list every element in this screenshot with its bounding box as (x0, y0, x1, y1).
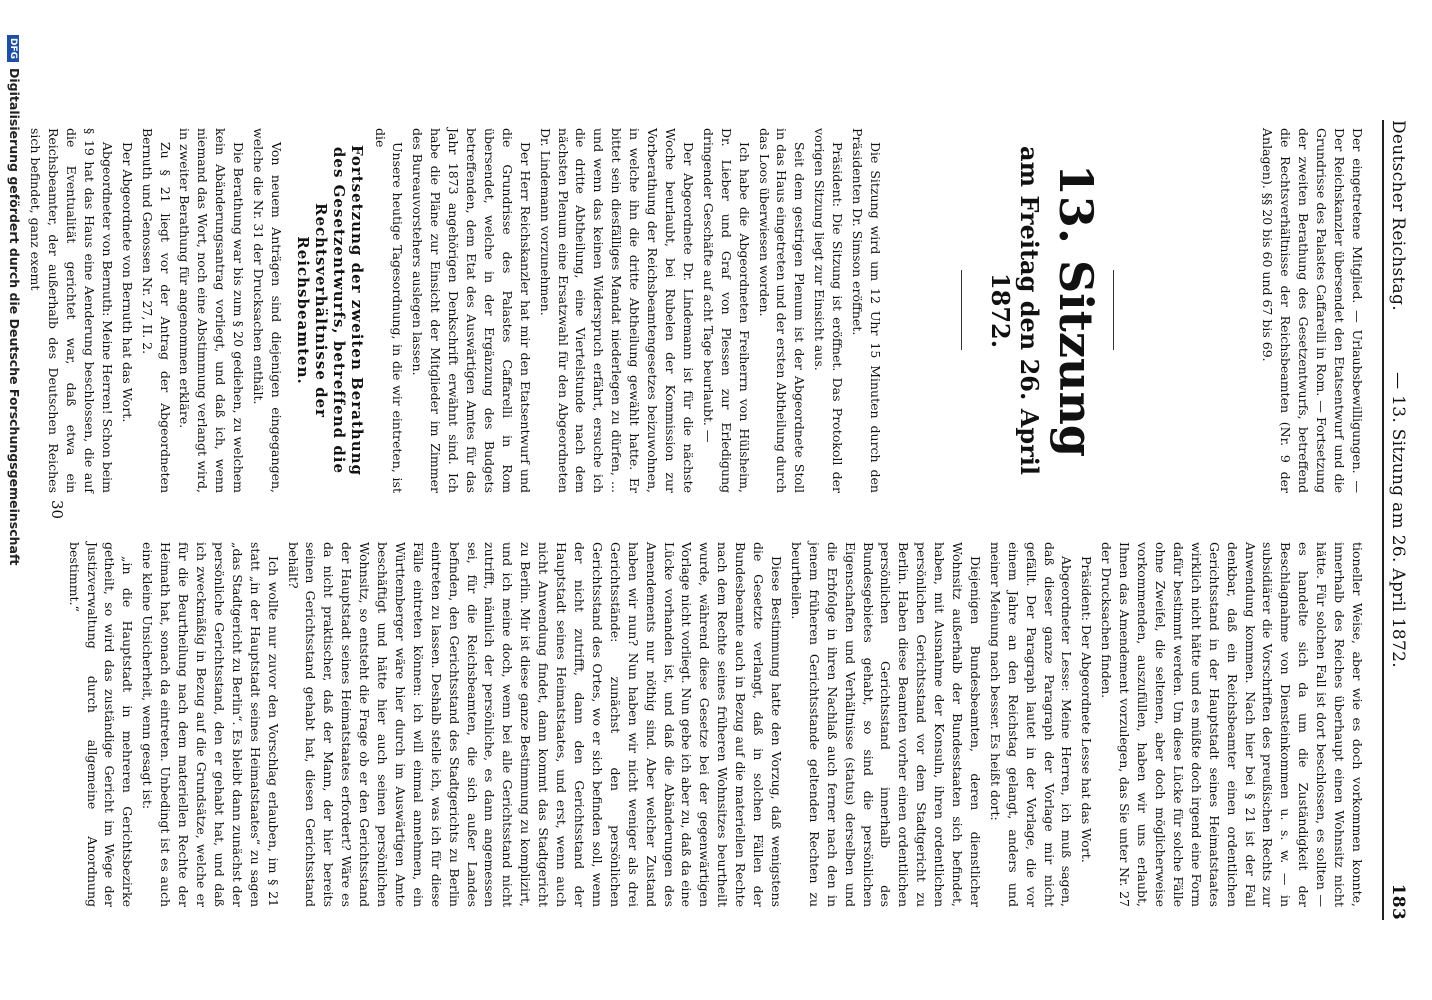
running-head (1382, 120, 1408, 920)
paragraph: Der Abgeordnete von Bernuth hat das Wort. (119, 142, 135, 423)
running-head-session: — 13. Sitzung am 26. April 1872. (1388, 372, 1408, 668)
page-number-bottom: 30 (48, 500, 66, 520)
paragraph: Ich wollte nur zuvor den Vorschlag erlauben, im § 21 statt „in der Hauptstadt seines Heimatstaates“ zu sagen „das Stadtgericht zu Berlin“. Es bleibt dann zunächst der persönliche Gerichtsstand, den er gehabt hat, und daß ich zweckmäßig in Bezug auf die Grundsätze, welche er für die Beurtheilung nach dem materiellen Rechte der Heimath hat, sonach da eintreten. Unbedingt ist es auch eine kleine Unsicherheit, wenn gesagt ist: (140, 542, 281, 907)
dfg-logo: DFG (7, 35, 19, 62)
quoted-paragraph: „in die Hauptstadt in mehreren Gerichtsbezirke getheilt, so wird das zuständige Gericht im Wege der Justizverwaltung durch allgemeine Anordnung bestimmt.“ (66, 542, 136, 907)
divider (961, 270, 962, 350)
quoted-paragraph: Diejenigen Bundesbeamten, deren dienstlicher Wohnsitz außerhalb der Bundesstaaten sich befindet, haben, mit Ausnahme der Konsuln, ihren ordentlichen persönlichen Gerichtsstand vor dem Stadtgericht zu Berlin. Haben diese Beamten vorher einen ordentlichen persönlichen Gerichtsstand innerhalb des Bundesgebietes gehabt, so sind die persönlichen Eigenschaften und Verhältnisse (status) derselben und die Erbfolge in ihren Nachlaß auch ferner nach den in jenem früheren Gerichtsstande geltenden Rechten zu beurtheilen. (788, 542, 983, 907)
column-right (66, 542, 1366, 907)
running-head-title: Deutscher Reichstag. (1388, 120, 1408, 311)
paragraph: Unsere heutige Tagesordnung, in die wir eintreten, ist die (372, 128, 406, 493)
divider (1113, 270, 1114, 350)
summary-text: Der eingetretene Mitglied. — Urlaubsbewilligungen. — Der Reichskanzler übersendet den Etatsentwurf und die Grundrisse des Palastes Caffarelli in Rom. — Fortsetzung der zweiten Berathung des Gesetzentwurfs, betreffend die Rechtsverhältnisse der Reichsbeamten (Nr. 9 der Anlagen). §§ 20 bis 60 und 67 bis 69. (1260, 128, 1365, 493)
paragraph: Von neuem Anträgen sind diejenigen eingegangen, welche die Nr. 31 der Drucksachen enthält. (251, 128, 284, 493)
paragraph: Abgeordneter von Bernuth: Meine Herren! Schon beim § 19 hat das Haus eine Aenderung beschlossen, die auf die Eventualität gerichtet war, daß etwa ein Reichsbeamter, der außerhalb des Deutschen Reiches sich befindet, ganz exemt (28, 128, 115, 494)
session-title (986, 128, 1102, 493)
column-left (28, 128, 884, 494)
paragraph: Diese Bestimmung hatte den Vorzug, daß wenigstens die Gesetzte verlangt, daß in solchen Fällen der Bundesbeamte auch in Bezug auf die materiellen Rechte nach dem Rechte seines früheren Wohnsitzes beurtheilt wurde, während diese Gesetze bei der gegenwärtigen Vorlage nicht vorliegt. Nun gebe ich aber zu, daß da eine Lücke vorhanden ist, und daß die Abänderungen des Amendements nur nöthig sind. Aber welcher Zustand haben wir nun? Nun haben wir nicht weniger als drei Gerichtsstände: zunächst den persönlichen Gerichtsstand des Ortes, wo er sich befinden soll, wenn der nicht zutrifft, dann den Gerichtsstand der Hauptstadt seines Heimatstaates, und erst, wenn auch nicht Anwendung findet, dann kommt das Stadtgericht zu Berlin. Mir ist diese ganze Bestimmung zu komplizirt, und ich meine doch, wenn bei alle Gerichtsstand nicht zutrifft, nämlich der persönliche, es dann angemessen sei, für die Reichsbeamten, die sich außer Landes befinden, den Gerichtsstand des Stadtgerichts zu Berlin eintreten zu lassen. Deshalb stelle ich, was ich für diese Fälle eintreten können: ich will einmal annehmen, ein Württemberger wäre hier durch im Auswärtigen Amte beschäftigt und hätte hier auch seinen persönlichen Wohnsitz, so entsteht die Frage ob er den Gerichtsstand der Hauptstadt seines Heimatstaates erfordert? Wäre es da nicht praktischer, daß der Mann, der hier bereits seinen Gerichtsstand gehabt hat, diesen Gerichtsstand behält? (285, 542, 784, 907)
section-heading: Fortsetzung der zweiten Berathung des Gesetzentwurfs, betreffend die Rechtsverhältnisse der Reichsbeamten. (293, 144, 366, 477)
paragraph: Abgeordneter Lesse: Meine Herren, ich muß sagen, daß dieser ganze Paragraph der Vorlage mir nicht gefällt. Der Paragraph lautet in der Vorlage, die vor einem Jahre an den Reichstag gelangt, anders und meiner Meinung nach besser. Es heißt dort: (987, 542, 1075, 907)
page-number-top: 183 (1388, 883, 1408, 920)
paragraph: Präsident: Die Sitzung ist eröffnet. Das Protokoll der vorigen Sitzung liegt zur Einsicht aus. (812, 128, 846, 493)
paragraph: Die Berathung war bis zum § 20 gediehen, zu welchem kein Abänderungsantrag vorliegt, und daß ich, wenn niemand das Wort, noch eine Abstimmung verlangt wird, in zweiter Berathung für angenommen erkläre. (177, 128, 247, 493)
session-summary (1116, 128, 1366, 493)
digitization-credit (6, 35, 22, 975)
paragraph: Zu § 21 liegt vor der Antrag der Abgeordneten Bernuth und Genossen Nr. 27, II. 2. (139, 128, 173, 493)
paragraph: Ich habe die Abgeordneten Freiherrn von Hülsheim, Dr. Lieber und Graf von Plessen zur Erledigung dringender Geschäfte auf acht Tage beurlaubt. — (700, 128, 752, 493)
paragraph: Die Sitzung wird um 12 Uhr 15 Minuten durch den Präsidenten Dr. Simson eröffnet. (850, 128, 883, 493)
session-number: 13. Sitzung (1049, 163, 1103, 458)
credit-text: Digitalisierung gefördert durch die Deutsche Forschungsgemeinschaft (7, 68, 22, 566)
paragraph: tioneller Weise, aber wie es doch vorkommen konnte, innerhalb des Reiches überhaupt einen Wohnsitz nicht hätte. Für solchen Fall ist dort beschlossen, es sollten — es handelte sich da um die Zuständigkeit der Beschlagnahme von Diensteinkommen u. s. w. — in subsidiärer die Vorschriften des preußischen Rechts zur Anwendung kommen. Nach hier bei § 21 ist der Fall denkbar, daß ein Reichsbeamter einen ordentlichen Gerichtsstand in der Hauptstadt seines Heimatstaates wirklich nicht hätte und es müßte doch irgend eine Form dafür bestimmt werden. Um diese Lücke für solche Fälle ohne Zweifel, die seltenen, aber doch möglicherweise vorkommenden, auszufüllen, haben wir uns erlaubt, Ihnen das Amendement vorzulegen, das Sie unter Nr. 27 der Drucksachen finden. (1099, 542, 1365, 907)
paragraph: Präsident: Der Abgeordnete Lesse hat das Wort. (1079, 556, 1095, 863)
paragraph: Der Herr Reichskanzler hat mir den Etatsentwurf und die Grundrisse des Palastes Caffarelli in Rom übersendet, welche in der Ergänzung des Budgets betreffenden, dem Etat des Auswärtigen Amtes für das Jahr 1873 angehörigen Denkschrift erwähnt sind. Ich habe die Pläne zur Einsicht der Mitglieder im Zimmer des Bureauvorstehers auslegen lassen. (410, 128, 533, 493)
session-date: am Freitag den 26. April 1872. (986, 146, 1044, 475)
paragraph: Der Abgeordnete Dr. Lindemann ist für die nächste Woche beurlaubt, bei Rubelen der Kommission zur Vorberathung der Reichsbeamtengesetzes beizuwohnen, in welche ihn die dritte Abtheilung gewählt hatte. Er bittet sein diesfälliges Mandat niederlegen zu dürfen, ... und wenn das keinen Widerspruch erfährt, ersuche ich die dritte Abtheilung, eine Viertelstunde nach dem nächsten Plenum eine Ersatzwahl für den Abgeordneten Dr. Lindemann vorzunehmen. (537, 128, 696, 493)
paragraph: Seit dem gestrigen Plenum ist der Abgeordnete Stoll in das Haus eingetreten und der ersten Abtheilung durch das Loos überwiesen worden. (756, 128, 808, 493)
